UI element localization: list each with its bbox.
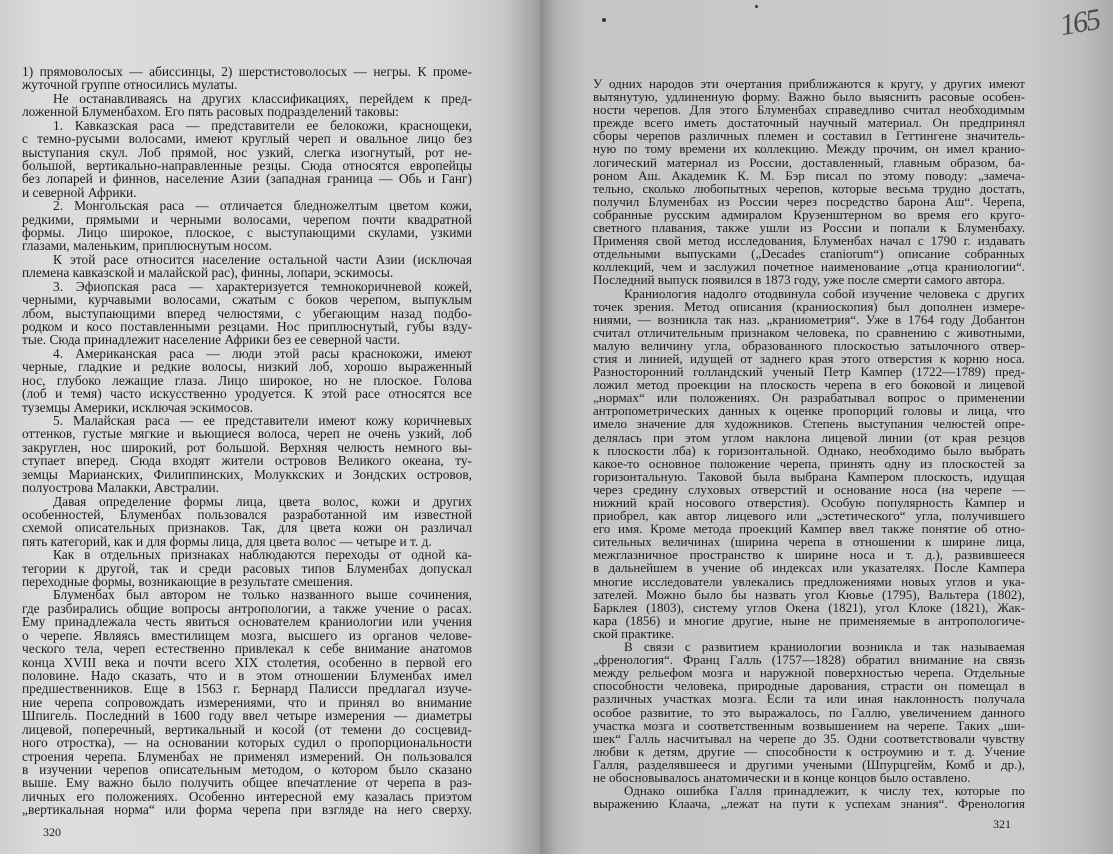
text-line: Галля, разделявшееся и другими учеными (Шпурцгейм, Комб и др.),	[593, 756, 1025, 772]
text-line: межглазничное пространство к ширине носа и т. д.), развившееся	[593, 547, 1025, 563]
text-line: приобрел, как автор лицевого или „эстетического“ угла, получившего	[593, 508, 1025, 524]
text-line: точек зрения. Метод описания (краниоскопия) был дополнен измере-	[593, 298, 1025, 314]
text-line: особенностей, Блуменбах пользовался разработанной им известной	[22, 506, 472, 522]
text-line: отдельными выпусками („Decades craniorum“) описание собранных	[593, 246, 1025, 262]
text-line: оттенков, густые мягкие и вьющиеся волоса, череп не очень узкий, лоб	[22, 426, 472, 442]
text-line: схемой описательных признаков. Так, для цвета кожи он различал	[22, 520, 472, 536]
text-line: делялась при этом углом наклона лицевой линии (от края резцов	[593, 429, 1025, 445]
text-line: жуточной группе относились мулаты.	[22, 77, 238, 93]
text-line: ниями, — возникла так наз. „краниометрия“. Уже в 1764 году Добантон	[593, 311, 1025, 327]
paragraph	[22, 119, 472, 200]
text-line: тельно, сколько любопытных черепов, которые весьма трудно достать,	[593, 180, 1025, 196]
text-line: лбом, выступающими вперед челюстями, с убегающим назад подбо-	[22, 305, 472, 321]
text-line: кара (1856) и многие другие, ныне не применяемые в антропологиче-	[593, 612, 1025, 628]
paragraph	[22, 588, 472, 816]
paragraph	[22, 495, 472, 549]
text-line: ние черепа сопровождать измерениями, что и принял во внимание	[22, 694, 472, 710]
text-line: между рельефом мозга и наружной поверхностью черепа. Отдельные	[593, 665, 1025, 681]
text-line: большой, вертикально-направленные резцы. Сюда относятся европейцы	[22, 157, 472, 173]
text-line: ности черепов. Для этого Блуменбах справедливо считал необходимым	[593, 102, 1025, 118]
paragraph	[593, 287, 1025, 641]
text-line: в изучении черепов описательным методом, о котором было сказано	[22, 761, 472, 777]
text-line: полуострова Малакки, Австралии.	[22, 480, 220, 496]
text-line: Краниология надолго отодвинула собой изучение человека с других	[624, 285, 1025, 301]
text-line: не обосновывалось анатомически и в конце концов было оставлено.	[593, 769, 971, 785]
text-line: выражению Клаача, „лежат на пути к успехам знания“. Френология	[593, 796, 1025, 812]
text-line: конца XVIII века и почти всего XIX столетия, особенно в первой его	[22, 654, 472, 670]
text-line: коллекций, чем и заслужил почетное наименование „отца краниологии“.	[593, 259, 1025, 275]
text-line: ного отростка), — на основании которых судил о пропорциональности	[22, 735, 472, 751]
text-line: закруглен, нос широкий, рот большой. Верхняя челюсть немного вы-	[22, 439, 472, 455]
text-line: антропометрических данных к оценке пропорций головы и лица, что	[593, 403, 1025, 419]
text-line: ступает вперед. Сюда входят жители островов Великого океана, ту-	[22, 453, 472, 469]
text-line: Последний выпуск появился в 1873 году, уже после смерти самого автора.	[593, 272, 1005, 288]
text-line: Давая определение формы лица, цвета волос, кожи и других	[53, 493, 472, 509]
left-page-text	[22, 65, 472, 817]
text-line: тые. Сюда принадлежит население Африки без ее северной части.	[22, 332, 401, 348]
text-line: выше. Ему важно было получить общее впечатление от черепа в раз-	[22, 775, 472, 791]
text-line: собранные русским адмиралом Крузенштерном во время его круго-	[593, 206, 1025, 222]
text-line: формы. Лицо широкое, плоское, с выступающими скулами, узкими	[22, 225, 472, 241]
paragraph	[22, 199, 472, 253]
text-line: ской практике.	[593, 625, 675, 641]
text-line: „вертикальная норма“ или форма черепа при взгляде на него сверху.	[22, 802, 472, 818]
text-line: личных его положениях. Особенно интересной ему казалась приэтом	[22, 788, 472, 804]
text-line: половине. Надо сказать, что и в этом отношении Блуменбах имел	[22, 667, 472, 683]
handwritten-page-number: 165	[1057, 2, 1102, 43]
text-line: прежде всего иметь достаточный научный материал. Он предпринял	[593, 115, 1025, 131]
text-line: В связи с развитием краниологии возникла и так называемая	[624, 639, 1025, 655]
text-line: шек“ Галль насчитывал на черепе до 35. Одни соответствовали чувству	[593, 730, 1025, 746]
text-line: участка мозга и соответственным возвышением на черепе. Таких „ши-	[593, 717, 1025, 733]
text-line: к плоскости лба) к горизонтальной. Однако, необходимо было выбрать	[593, 442, 1025, 458]
text-line: сительных величинах (ширина черепа в отношении к ширине лица,	[593, 534, 1025, 550]
text-line: пять категорий, как и для формы лица, для цвета волос — четыре и т. д.	[22, 533, 432, 549]
text-line: какое-то основное положение черепа, принять одну из плоскостей за	[593, 455, 1025, 471]
text-line: сборы черепов различных племен и составил в Геттингене значитель-	[593, 128, 1025, 144]
text-line: 1. Кавказская раса — представители ее белокожи, краснощеки,	[53, 117, 472, 133]
text-line: 4. Американская раса — люди этой расы краснокожи, имеют	[53, 345, 472, 361]
text-line: стия и линией, идущей от заднего края этого отверстия к корню носа.	[593, 350, 1025, 366]
paragraph	[22, 280, 472, 347]
text-line: различных участках мозга. Если та или иная наклонность получала	[593, 691, 1025, 707]
text-line: нижний край носового отверстия). Особую популярность Кампер и	[593, 495, 1025, 510]
text-line: строения черепа. Блуменбах не применял измерений. Он пользовался	[22, 748, 472, 764]
text-line: имело значение для художников. Степень выступания челюстей опре-	[593, 416, 1025, 432]
text-line: черные, гладкие и редкие волосы, низкий лоб, хорошо выраженный	[22, 359, 472, 375]
text-line: Разносторонний голландский ученый Петр Кампер (1722—1789) пред-	[593, 364, 1025, 380]
text-line: выступания скул. Лоб прямой, нос узкий, слегка изогнутый, рот не-	[22, 144, 472, 160]
right-page	[540, 0, 1113, 854]
text-line: предшественников. Еще в 1563 г. Бернард Палисси предлагал изуче-	[22, 681, 472, 697]
text-line: о черепе. Являясь вместилищем мозга, высшего из органов челове-	[22, 627, 472, 643]
text-line: (лоб и темя) часто искусственно уродуется. К этой расе относятся все	[22, 386, 472, 402]
paragraph	[593, 784, 1025, 810]
right-page-text	[593, 77, 1025, 810]
text-line: „нормах“ или положениях. Он разрабатывал вопрос о применении	[593, 390, 1025, 406]
text-line: 3. Эфиопская раса — характеризуется темнокоричневой кожей,	[53, 278, 472, 294]
paragraph	[22, 92, 472, 119]
text-line: и северной Африки.	[22, 184, 137, 200]
text-line: „френология“. Франц Галль (1757—1828) обратил внимание на связь	[593, 652, 1025, 668]
paragraph	[593, 640, 1025, 784]
text-line: Однако ошибка Галля принадлежит, к числу тех, которые по	[624, 783, 1025, 799]
paragraph	[593, 77, 1025, 287]
text-line: лицевой, поперечный, вертикальный и косой (от темени до сосцевид-	[22, 721, 472, 737]
text-line: редкими, прямыми и черными волосами, черепом почти квадратной	[22, 211, 472, 227]
text-line: племена кавказской и малайской рас), финны, лопари, эскимосы.	[22, 265, 394, 281]
text-line: 1) прямоволосых — абиссинцы, 2) шерстистоволосых — негры. К проме-	[22, 64, 472, 79]
text-line: его имя. Кроме метода проекций Кампер ввел также понятие об отно-	[593, 521, 1025, 537]
text-line: многие исследователи увлекались предложениями новых углов и ука-	[593, 573, 1025, 589]
text-line: зателей. Можно было бы назвать угол Кювье (1795), Вальтера (1802),	[593, 586, 1025, 602]
text-line: земцы Марианских, Филиппинских, Молуккских и Зондских островов,	[22, 466, 472, 482]
text-line: Шпигель. Последний в 1600 году ввел четыре измерения — диаметры	[22, 708, 472, 724]
text-line: 5. Малайская раса — ее представители имеют кожу коричневых	[53, 412, 472, 428]
text-line: К этой расе относится население остальной части Азии (исключая	[53, 251, 472, 267]
text-line: светного плавания, также ушли из России и попали к Блуменбаху.	[593, 220, 1025, 236]
text-line: в дальнейшем в учение об индексах или указателях. После Кампера	[593, 560, 1025, 576]
text-line: ложенной Блуменбахом. Его пять расовых подразделений таковы:	[22, 104, 399, 120]
text-line: Блуменбах был автором не только названного выше сочинения,	[53, 587, 472, 603]
scan-speck	[602, 18, 606, 22]
text-line: ложил метод проекции на плоскость черепа в его боковой и лицевой	[593, 377, 1025, 393]
text-line: через средину слуховых отверстий и основание носа (на черепе —	[593, 481, 1025, 497]
paragraph	[22, 347, 472, 414]
text-line: 2. Монгольская раса — отличается бледножелтым цветом кожи,	[53, 198, 472, 214]
text-line: малую величину угла, образованного плоскостью затылочного отвер-	[593, 337, 1025, 353]
text-line: ческого тела, череп естественно привлекал к себе внимание анатомов	[22, 641, 472, 657]
text-line: получил Блуменбах из России через посредство барона Аш“. Черепа,	[593, 193, 1025, 209]
text-line: переходные формы, возникающие в результате смешения.	[22, 574, 354, 590]
text-line: особое развитие, то это выражалось, по Галлю, увеличением данного	[593, 704, 1025, 720]
text-line: без лопарей и финнов, население Азии (западная граница — Обь и Ганг)	[22, 171, 472, 187]
text-line: ную по тому времени их коллекцию. Между прочим, он имел кранио-	[593, 141, 1025, 157]
text-line: считал отличительным признаком человека, по сравнению с животными,	[593, 324, 1025, 340]
text-line: горизонтальную. Таковой была выбрана Кампером плоскость, идущая	[593, 468, 1025, 484]
text-line: черными, курчавыми волосами, сжатым с боков черепом, выпуклым	[22, 292, 472, 308]
text-line: любви к детям, другие — способности к остроумию и т. д. Учение	[593, 743, 1025, 759]
text-line: У одних народов эти очертания приближаются к кругу, у других имеют	[593, 76, 1025, 91]
page-number: 320	[43, 825, 61, 839]
text-line: где разбирались общие вопросы антропологии, а также учение о расах.	[22, 600, 472, 616]
text-line: вытянутую, удлиненную форму. Важно было выяснить расовые особен-	[593, 89, 1025, 105]
text-line: Применяя свой метод исследования, Блуменбах начал с 1790 г. издавать	[593, 233, 1025, 249]
text-line: туземцы Америки, исключая эскимосов.	[22, 399, 254, 415]
left-page	[0, 0, 540, 854]
text-line: Не останавливаясь на других классификациях, перейдем к пред-	[53, 90, 472, 106]
text-line: Как в отдельных признаках наблюдаются переходы от одной ка-	[53, 547, 472, 563]
text-line: нос, глубоко лежащие глаза. Лицо широкое, но не плоское. Голова	[22, 372, 472, 388]
text-line: глазами, маленьким, приплюснутым носом.	[22, 238, 272, 254]
page-number: 321	[993, 817, 1011, 831]
scan-speck	[755, 5, 758, 8]
paragraph	[22, 253, 472, 280]
text-line: способности человека, природные дарования, страсти он помещал в	[593, 678, 1025, 694]
text-line: роном Аш. Академик К. М. Бэр писал по этому поводу: „замеча-	[593, 167, 1025, 183]
paragraph	[22, 548, 472, 588]
text-line: родком и косо поставленными резцами. Нос приплюснутый, губы взду-	[22, 319, 472, 335]
text-line: с темно-русыми волосами, имеют круглый череп и овальное лицо без	[22, 131, 472, 147]
paragraph	[22, 414, 472, 495]
text-line: логический материал из России, доставленный, главным образом, ба-	[593, 154, 1025, 170]
text-line: Ему принадлежала честь явиться основателем краниологии или учения	[22, 614, 472, 630]
text-line: тегории к другой, так и среди расовых типов Блуменбах допускал	[22, 560, 472, 576]
paragraph	[22, 65, 472, 92]
text-line: Барклея (1803), систему углов Окена (1821), угол Клоке (1821), Жак-	[593, 599, 1025, 615]
